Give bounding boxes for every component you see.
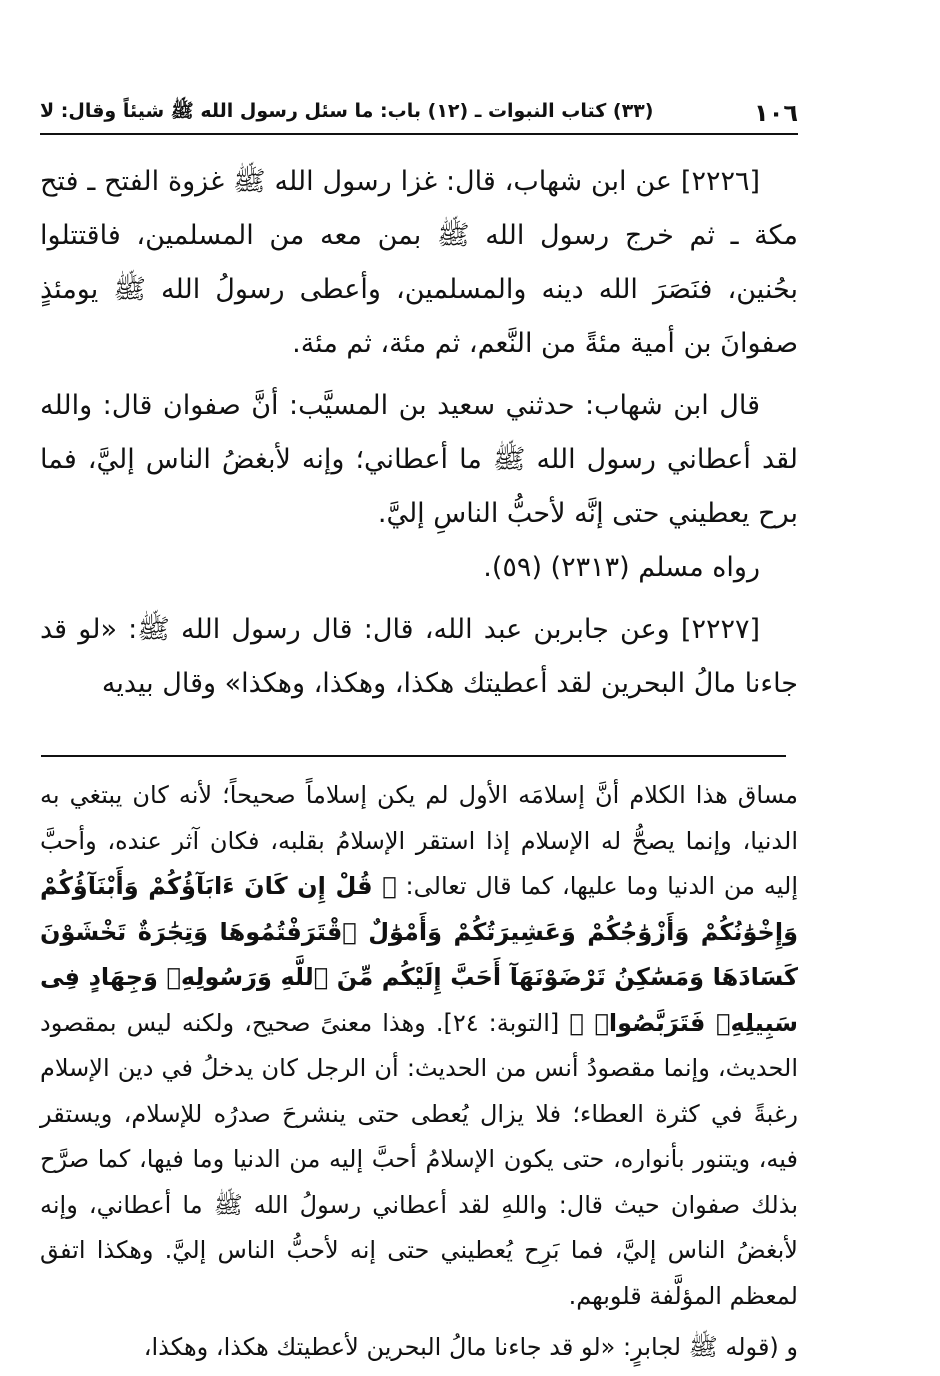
commentary-paragraph [40, 773, 798, 1319]
running-title: (٣٣) كتاب النبوات ـ (١٢) باب: ما سئل رسول الله ﷺ شيئاً وقال: لا [40, 100, 654, 122]
ibn-shihab-paragraph: قال ابن شهاب: حدثني سعيد بن المسيَّب: أنَّ صفوان قال: والله لقد أعطاني رسول الله ﷺ ما أعطاني؛ وإنه لأبغضُ الناس إليَّ، فما برح يعطيني حتى إنَّه لأحبُّ الناسِ إليَّ. [40, 390, 798, 529]
footnote-divider [41, 755, 786, 757]
hadith-2227: [٢٢٢٧] وعن جابربن عبد الله، قال: قال رسول الله ﷺ: «لو قد جاءنا مالُ البحرين لقد أعطيتك هكذا، وهكذا، وهكذا» وقال بيديه [40, 614, 798, 699]
page-header [40, 95, 798, 135]
commentary-paragraph-2: و (قوله ﷺ لجابرٍ: «لو قد جاءنا مالُ البحرين لأعطيتك هكذا، وهكذا، [143, 1333, 798, 1361]
main-text [40, 155, 798, 711]
hadith-2226: [٢٢٢٦] عن ابن شهاب، قال: غزا رسول الله ﷺ غزوة الفتح ـ فتح مكة ـ ثم خرج رسول الله ﷺ بمن معه من المسلمين، فاقتتلوا بحُنين، فنَصَرَ الله دينه والمسلمين، وأعطى رسولُ الله ﷺ يومئذٍ صفوانَ بن أمية مئةً من النَّعم، ثم مئة، ثم مئة. [40, 166, 798, 359]
book-page [40, 95, 798, 1371]
commentary-text-b: [التوبة: ٢٤]. وهذا معنىً صحيح، ولكنه ليس بمقصود الحديث، وإنما مقصودُ أنس من الحديث: أن الرجل كان يدخلُ في دين الإسلام رغبةً في كثرة العطاء؛ فلا يزال يُعطى حتى ينشرحَ صدرُه للإسلام، ويستقر فيه، ويتنور بأنواره، حتى يكون الإسلامُ أحبَّ إليه من الدنيا وما فيها، كما صرَّح بذلك صفوان حيث قال: واللهِ لقد أعطاني رسولُ الله ﷺ ما أعطاني، وإنه لأبغضُ الناس إليَّ، فما بَرِح يُعطيني حتى إنه لأحبُّ الناس إليَّ. وهكذا اتفق لمعظم المؤلَّفة قلوبهم. [40, 1008, 798, 1310]
quran-verse: ﴿ قُلْ إِن كَانَ ءَابَآؤُكُمْ وَأَبْنَآؤُكُمْ وَإِخْوَٰنُكُمْ وَأَزْوَٰجُكُمْ وَعَشِيرَتُكُمْ وَأَمْوَٰلٌ ٱقْتَرَفْتُمُوهَا وَتِجَٰرَةٌ تَخْشَوْنَ كَسَادَهَا وَمَسَٰكِنُ تَرْضَوْنَهَآ أَحَبَّ إِلَيْكُم مِّنَ ٱللَّهِ وَرَسُولِهِۦ وَجِهَادٍ فِى سَبِيلِهِۦ فَتَرَبَّصُوا۟ ﴾ [40, 872, 798, 1037]
commentary [40, 773, 798, 1371]
narration-reference: رواه مسلم (٢٣١٣) (٥٩). [483, 552, 760, 583]
page-number: ١٠٦ [754, 99, 798, 127]
commentary-text-a: مساق هذا الكلام أنَّ إسلامَه الأول لم يكن إسلاماً صحيحاً؛ لأنه كان يبتغي به الدنيا، وإنما يصحُّ له الإسلام إذا استقر الإسلامُ بقلبه، فكان آثر عنده، وأحبَّ إليه من الدنيا وما عليها، كما قال تعالى: [40, 781, 798, 900]
